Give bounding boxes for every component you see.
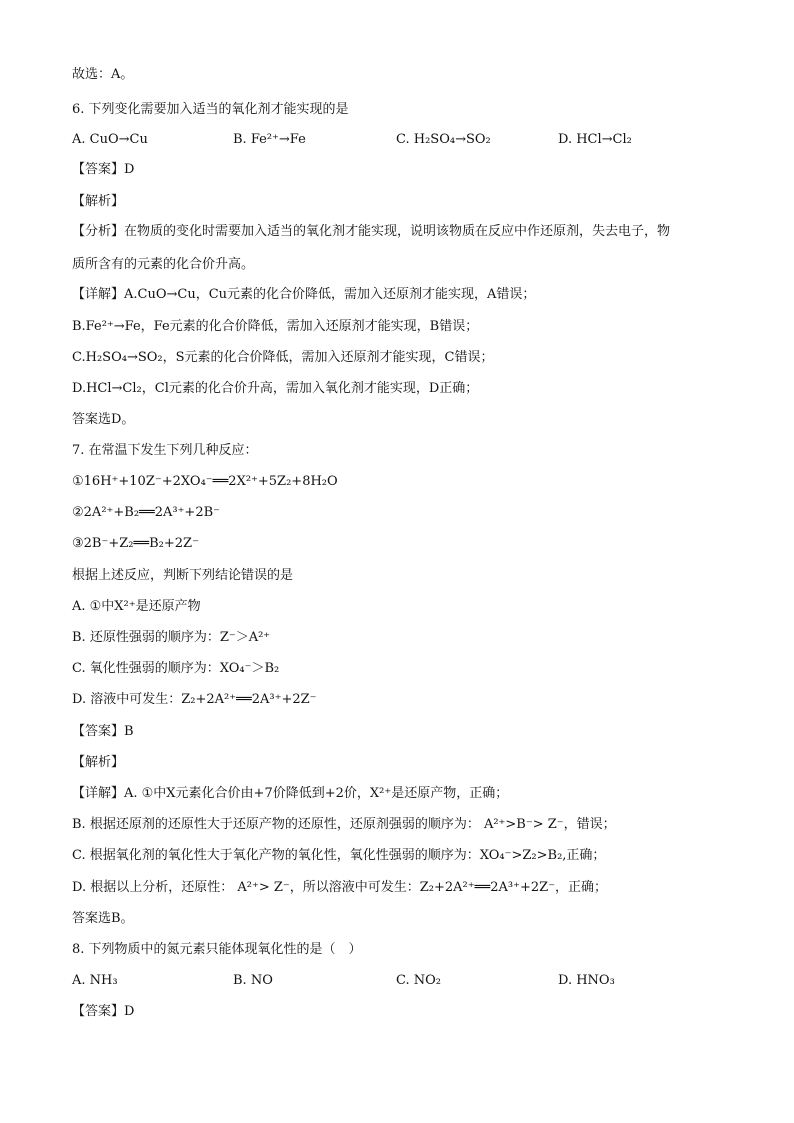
- q7-option-d: D. 溶液中可发生：Z₂+2A²⁺══2A³⁺+2Z⁻: [72, 692, 317, 707]
- q7-answer: 【答案】B: [72, 724, 134, 739]
- q8-answer: 【答案】D: [72, 1004, 135, 1019]
- q8-option-a: A. NH₃: [72, 973, 118, 988]
- q8-option-b: B. NO: [233, 973, 273, 988]
- q6-option-b: B. Fe²⁺→Fe: [233, 132, 306, 147]
- q6-fenxi-line-1: 【分析】在物质的变化时需要加入适当的氧化剂才能实现，说明该物质在反应中作还原剂，失去电子，物: [72, 224, 671, 239]
- q7-option-c: C. 氧化性强弱的顺序为：XO₄⁻＞B₂: [72, 661, 280, 676]
- q7-reaction-2: ②2A²⁺+B₂══2A³⁺+2B⁻: [72, 505, 221, 520]
- previous-answer-conclusion: 故选：A。: [72, 67, 134, 82]
- q6-detail-b: B.Fe²⁺→Fe，Fe元素的化合价降低，需加入还原剂才能实现，B错误；: [72, 319, 479, 334]
- q8-stem: 8. 下列物质中的氮元素只能体现氧化性的是（ ）: [72, 942, 362, 957]
- q8-option-d: D. HNO₃: [558, 973, 615, 988]
- q6-conclusion: 答案选D。: [72, 412, 135, 427]
- q6-stem: 6. 下列变化需要加入适当的氧化剂才能实现的是: [72, 102, 349, 117]
- q6-fenxi-line-2: 质所含有的元素的化合价升高。: [72, 257, 255, 272]
- q7-reaction-1: ①16H⁺+10Z⁻+2XO₄⁻══2X²⁺+5Z₂+8H₂O: [72, 474, 338, 489]
- q7-detail-b: B. 根据还原剂的还原性大于还原产物的还原性，还原剂强弱的顺序为： A²⁺>B⁻> Z⁻，错误；: [72, 817, 616, 832]
- q7-reaction-3: ③2B⁻+Z₂══B₂+2Z⁻: [72, 536, 199, 551]
- q8-option-c: C. NO₂: [396, 973, 441, 988]
- q6-option-c: C. H₂SO₄→SO₂: [396, 132, 491, 147]
- q6-answer: 【答案】D: [72, 162, 135, 177]
- q6-option-a: A. CuO→Cu: [72, 132, 148, 147]
- q6-detail-c: C.H₂SO₄→SO₂，S元素的化合价降低，需加入还原剂才能实现，C错误；: [72, 350, 494, 365]
- q6-analysis-heading: 【解析】: [72, 194, 125, 209]
- q7-detail-c: C. 根据氧化剂的氧化性大于氧化产物的氧化性，氧化性强弱的顺序为：XO₄⁻>Z₂>B₂,正确；: [72, 848, 606, 863]
- q7-analysis-heading: 【解析】: [72, 755, 125, 770]
- q7-option-a: A. ①中X²⁺是还原产物: [72, 599, 201, 614]
- q6-detail-d: D.HCl→Cl₂，Cl元素的化合价升高，需加入氧化剂才能实现，D正确；: [72, 381, 479, 396]
- q7-detail-d: D. 根据以上分析，还原性： A²⁺> Z⁻，所以溶液中可发生：Z₂+2A²⁺══2A³⁺+2Z⁻，正确；: [72, 880, 608, 895]
- q7-detail-a: 【详解】A. ①中X元素化合价由+7价降低到+2价，X²⁺是还原产物，正确；: [72, 786, 509, 801]
- q7-conclusion: 答案选B。: [72, 911, 134, 926]
- q7-prompt: 根据上述反应，判断下列结论错误的是: [72, 568, 294, 583]
- q6-detail-a: 【详解】A.CuO→Cu，Cu元素的化合价降低，需加入还原剂才能实现，A错误；: [72, 287, 536, 302]
- q6-option-d: D. HCl→Cl₂: [558, 132, 632, 147]
- q7-option-b: B. 还原性强弱的顺序为：Z⁻＞A²⁺: [72, 630, 271, 645]
- q7-stem: 7. 在常温下发生下列几种反应：: [72, 443, 258, 458]
